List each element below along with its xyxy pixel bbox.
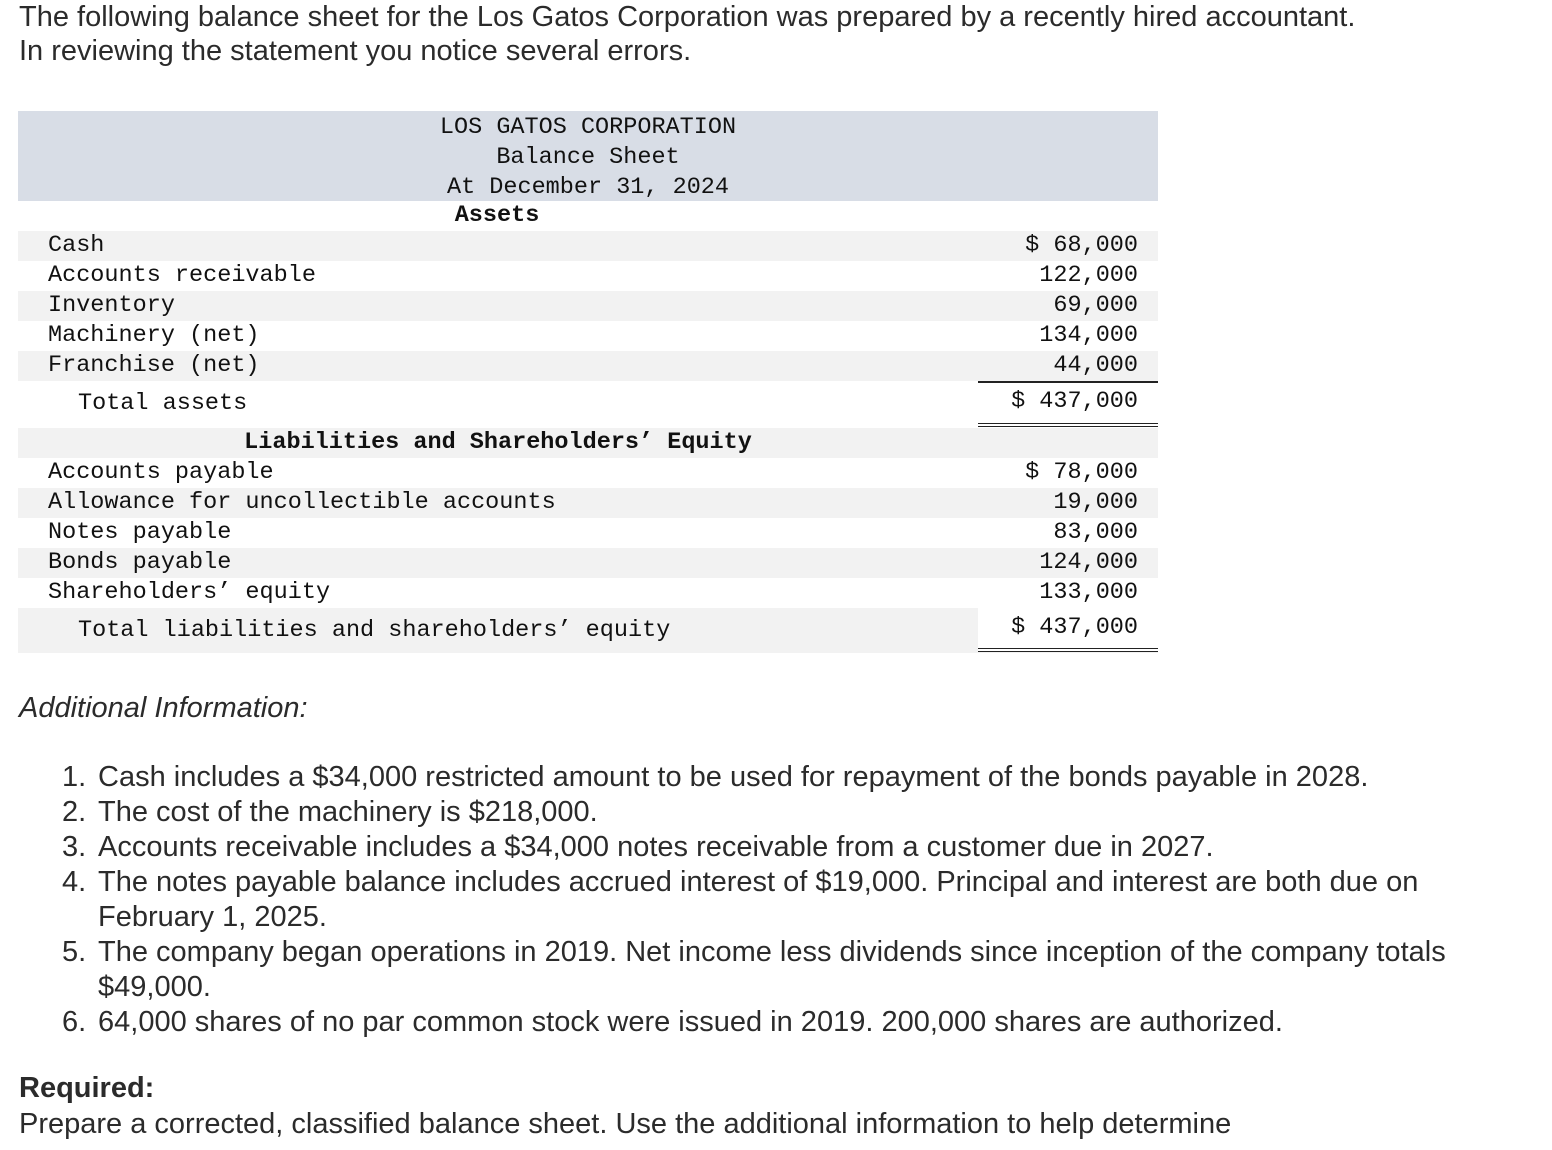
total-assets-amount: $ 437,000: [1011, 388, 1138, 415]
liab-amount: 124,000: [1039, 549, 1138, 576]
liab-amount: 133,000: [1039, 579, 1138, 606]
assets-heading: Assets: [454, 202, 540, 229]
list-item: 5. The company began operations in 2019. Net income less dividends since inception of the company totals $49,000.: [62, 936, 1446, 1003]
asset-label: Cash: [48, 232, 105, 259]
liab-amount: 83,000: [1053, 519, 1138, 546]
asset-label: Franchise (net): [48, 352, 260, 379]
required-text: Prepare a corrected, classified balance sheet. Use the additional information to help determine: [19, 1108, 1232, 1140]
asset-amount: 44,000: [1053, 352, 1138, 379]
list-item: 2. The cost of the machinery is $218,000.: [62, 796, 598, 828]
total-assets-label: Total assets: [78, 390, 248, 417]
liab-heading-row: [18, 428, 1158, 458]
asset-amount: 122,000: [1039, 262, 1138, 289]
intro-text: [19, 0, 1355, 68]
statement-title: Balance Sheet: [496, 144, 680, 171]
intro-line-2: In reviewing the statement you notice several errors.: [19, 35, 692, 67]
assets-heading-row: [18, 201, 1158, 231]
asset-row-machinery: [18, 321, 1158, 351]
liab-row-allowance: [18, 488, 1158, 518]
required-heading: Required:: [19, 1072, 155, 1104]
intro-line-1: The following balance sheet for the Los Gatos Corporation was prepared by a recently hired accountant.: [19, 1, 1356, 33]
liab-row-bonds: [18, 548, 1158, 578]
liab-amount: $ 78,000: [1025, 459, 1138, 486]
liab-row-equity: [18, 578, 1158, 608]
additional-info-heading: Additional Information:: [19, 692, 308, 724]
asset-label: Machinery (net): [48, 322, 260, 349]
list-item: 1. Cash includes a $34,000 restricted amount to be used for repayment of the bonds payable in 2028.: [62, 761, 1369, 793]
liab-heading: Liabilities and Shareholders’ Equity: [244, 429, 752, 456]
total-liab-label: Total liabilities and shareholders’ equity: [78, 617, 671, 644]
liab-amount: 19,000: [1053, 489, 1138, 516]
list-item: 6. 64,000 shares of no par common stock were issued in 2019. 200,000 shares are authorized.: [62, 1006, 1283, 1038]
sheet-header: [18, 111, 1158, 201]
liab-label: Shareholders’ equity: [48, 579, 331, 606]
liab-row-ap: [18, 458, 1158, 488]
asset-label: Accounts receivable: [48, 262, 316, 289]
liab-label: Accounts payable: [48, 459, 274, 486]
statement-date: At December 31, 2024: [446, 174, 730, 201]
additional-info-list: [62, 760, 1512, 1040]
asset-row-franchise: [18, 351, 1158, 381]
asset-row-cash: [18, 231, 1158, 261]
liab-row-notes: [18, 518, 1158, 548]
asset-amount: $ 68,000: [1025, 232, 1138, 259]
liab-label: Notes payable: [48, 519, 232, 546]
asset-row-inventory: [18, 291, 1158, 321]
company-name: LOS GATOS CORPORATION: [439, 114, 737, 141]
asset-amount: 69,000: [1053, 292, 1138, 319]
total-assets-row: [18, 381, 1158, 426]
asset-label: Inventory: [48, 292, 175, 319]
list-item: 4. The notes payable balance includes accrued interest of $19,000. Principal and interest are both due on February 1, 2025.: [62, 866, 1419, 933]
liab-label: Bonds payable: [48, 549, 232, 576]
asset-row-ar: [18, 261, 1158, 291]
total-liab-row: [18, 608, 1158, 653]
balance-sheet: [18, 111, 1158, 653]
list-item: 3. Accounts receivable includes a $34,000 notes receivable from a customer due in 2027.: [62, 831, 1214, 863]
asset-amount: 134,000: [1039, 322, 1138, 349]
liab-label: Allowance for uncollectible accounts: [48, 489, 556, 516]
total-liab-amount: $ 437,000: [1011, 614, 1138, 641]
